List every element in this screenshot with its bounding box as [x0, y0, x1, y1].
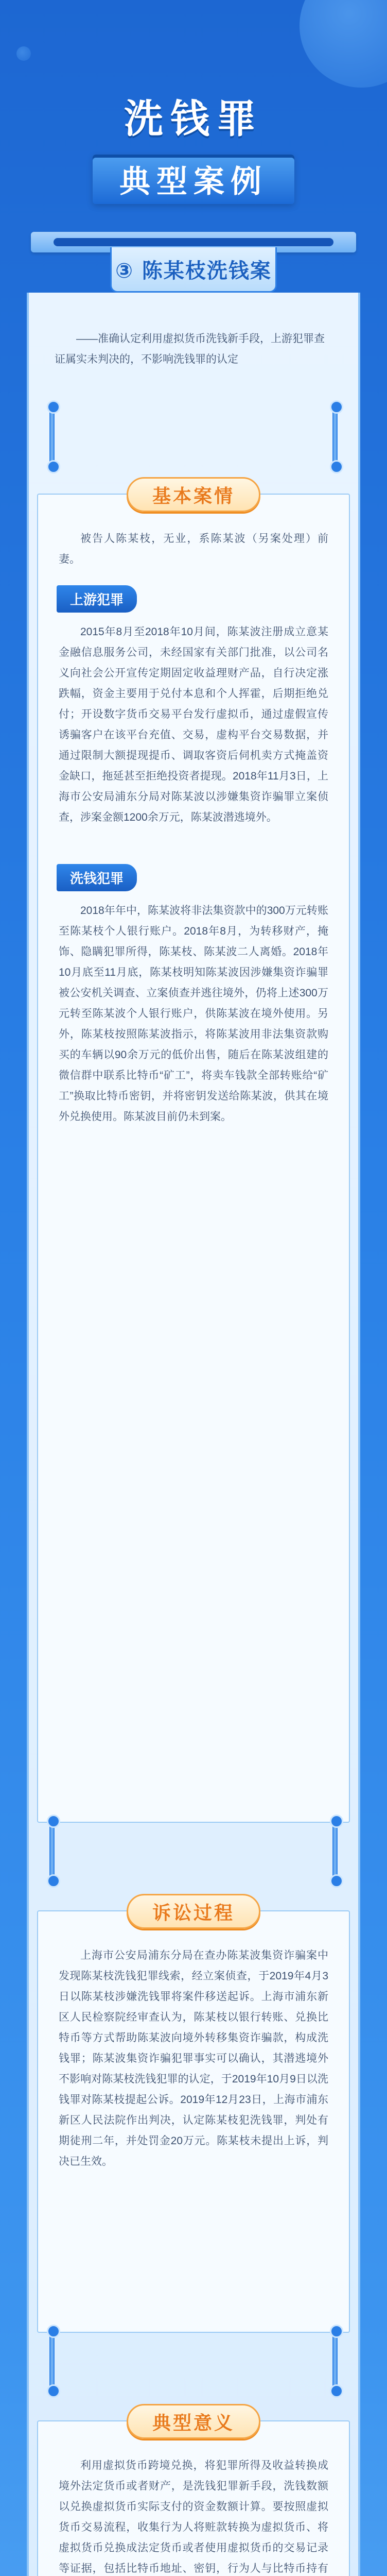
connector-pin [49, 1818, 55, 1885]
intro-text: ——准确认定利用虚拟货币洗钱新手段，上游犯罪查证属实未判决的，不影响洗钱罪的认定 [55, 333, 325, 365]
laundering-crime-tag: 洗钱犯罪 [57, 864, 137, 891]
connector-pin [332, 403, 338, 470]
litigation-card [37, 1902, 350, 2333]
hero-banner [0, 0, 387, 309]
basic-facts-card [37, 485, 350, 1823]
case-title-tab [110, 247, 277, 293]
connector-pin [49, 403, 55, 470]
connector-pin [49, 2328, 55, 2395]
upstream-crime-tag: 上游犯罪 [57, 585, 137, 613]
laundering-crime-text: 2018年年中，陈某波将非法集资款中的300万元转账至陈某枝个人银行账户。2018年8月，为转移财产，掩饰、隐瞒犯罪所得，陈某枝、陈某波二人离婚。2018年10月底至11月底，陈某枝明知陈某波因涉嫌集资诈骗罪被公安机关调查、立案侦查并逃往境外，仍将上述300万元转至陈某波个人银行账户，供陈某波在境外使用。另外，陈某枝按照陈某波指示，将陈某波用非法集资款购买的车辆以90余万元的低价出售，随后在陈某波组建的微信群中联系比特币“矿工”，将卖车钱款全部转账给“矿工”换取比特币密钥，并将密钥发送给陈某波，供其在境外兑换使用。陈某波目前仍未到案。 [59, 905, 328, 1123]
litigation-heading-badge [127, 1894, 260, 1929]
significance-heading: 典型意义 [152, 2412, 235, 2434]
decorative-orb [300, 0, 387, 88]
litigation-heading: 诉讼过程 [152, 1902, 235, 1924]
case-title: ③ 陈某枝洗钱案 [115, 259, 272, 283]
decorative-orb-small [16, 46, 31, 61]
significance-card [37, 2412, 350, 2576]
hero-subtitle-banner [93, 155, 294, 204]
hero-subtitle: 典型案例 [119, 164, 268, 200]
hero-title: 洗钱罪 [124, 96, 263, 142]
basic-facts-heading: 基本案情 [152, 485, 235, 507]
basic-facts-heading-badge [127, 477, 260, 512]
connector-pin [332, 1818, 338, 1885]
litigation-text: 上海市公安局浦东分局在查办陈某波集资诈骗案中发现陈某枝洗钱犯罪线索，经立案侦查，于2019年4月3日以陈某枝涉嫌洗钱罪将案件移送起诉。上海市浦东新区人民检察院经审查认为，陈某枝以银行转账、兑换比特币等方式帮助陈某波向境外转移集资诈骗款，构成洗钱罪；陈某波集资诈骗犯罪事实可以确认，其潜逃境外不影响对陈某枝洗钱犯罪的认定，于2019年10月9日以洗钱罪对陈某枝提起公诉。2019年12月23日，上海市浦东新区人民法院作出判决，认定陈某枝犯洗钱罪，判处有期徒刑二年，并处罚金20万元。陈某枝未提出上诉，判决已生效。 [59, 1950, 328, 2167]
content-panel [27, 293, 360, 2576]
scroll-bar-slot [54, 238, 333, 246]
upstream-crime-text: 2015年8月至2018年10月间，陈某波注册成立意某金融信息服务公司，未经国家有关部门批准，以公司名义向社会公开宣传定期固定收益理财产品，自行决定涨跌幅，资金主要用于兑付本息和个人挥霍，后期拒绝兑付；开设数字货币交易平台发行虚拟币，通过虚假宣传诱骗客户在该平台充值、交易，虚构平台交易数据，并通过限制大额提现提币、调取客资后伺机卖方式掩盖资金缺口，拖延甚至拒绝投资者提现。2018年11月3日，上海市公安局浦东分局对陈某波以涉嫌集资诈骗罪立案侦查，涉案金额1200余万元，陈某波潜逃境外。 [59, 626, 328, 823]
connector-pin [332, 2328, 338, 2395]
significance-text: 利用虚拟货币跨境兑换，将犯罪所得及收益转换成境外法定货币或者财产，是洗钱犯罪新手段，洗钱数额以兑换虚拟货币实际支付的资金数额计算。要按照虚拟货币交易流程，收集行为人将赃款转换为虚拟货币、将虚拟货币兑换成法定货币或者使用虚拟货币的交易记录等证据，包括比特币地址、密钥，行为人与比特币持有 [59, 2460, 328, 2574]
defendant-intro: 被告人陈某枝，无业，系陈某波（另案处理）前妻。 [59, 533, 328, 565]
significance-heading-badge [127, 2404, 260, 2439]
